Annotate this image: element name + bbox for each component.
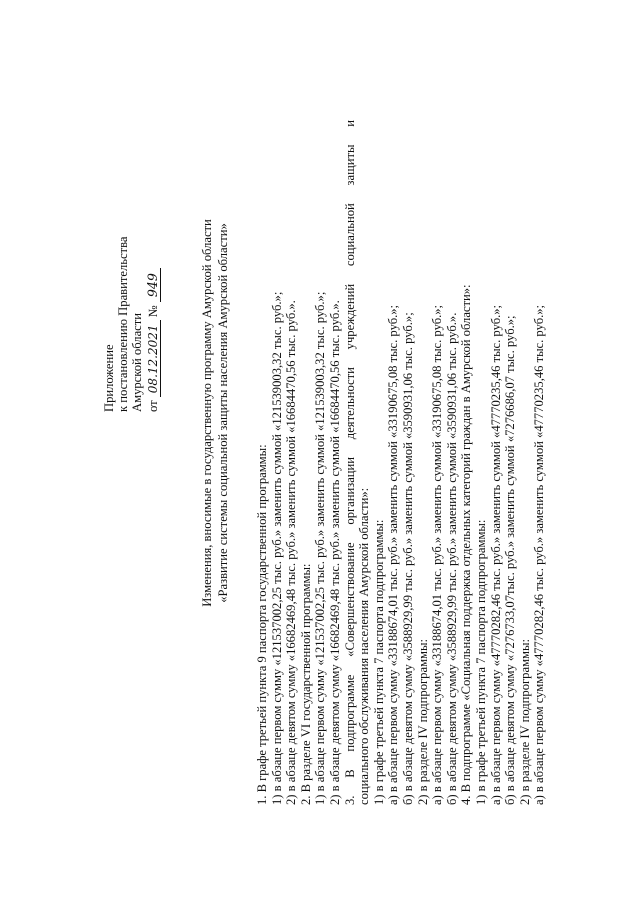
item-3-word: подпрограмме: [342, 674, 357, 752]
appendix-date-line: [146, 268, 161, 412]
appendix-region: Амурской области: [130, 312, 144, 412]
body-line: а) в абзаце первом сумму «47770282,46 тыс. руб.» заменить суммой «47770235,46 тыс. руб.»;: [488, 304, 503, 805]
body-line: б) в абзаце девятом сумму «7276733,07тыс. руб.» заменить суммой «7276686,07 тыс. руб.»;: [503, 315, 518, 805]
body-line: 1) в графе третьей пункта 7 паспорта подпрограммы:: [474, 519, 488, 805]
body-line: 1) в абзаце первом сумму «121537002,25 тыс. руб.» заменить суммой «121539003,32 тыс. руб.»;: [269, 291, 284, 805]
handwritten-number: 949: [146, 268, 161, 302]
body-line: 2) в разделе IV подпрограммы:: [415, 639, 430, 805]
body-line: 1) в абзаце первом сумму «121537002,25 тыс. руб.» заменить суммой «121539003,32 тыс. руб.»;: [313, 291, 328, 805]
body-line: 2) в разделе IV подпрограммы:: [517, 639, 532, 805]
body-line: а) в абзаце первом сумму «33188674,01 тыс. руб.» заменить суммой «33190675,08 тыс. руб.»;: [386, 304, 401, 805]
body-line: 2) в абзаце девятом сумму «16682469,48 тыс. руб.» заменить суммой «16684470,56 тыс. руб.».: [328, 300, 342, 805]
body-line: а) в абзаце первом сумму «47770282,46 тыс. руб.» заменить суммой «47770235,46 тыс. руб.»;: [532, 304, 547, 805]
item-3-word: «Совершенствование: [342, 542, 357, 657]
body-line: 2) в абзаце девятом сумму «16682469,48 тыс. руб.» заменить суммой «16684470,56 тыс. руб.».: [284, 300, 299, 805]
item-3-word: учреждений: [342, 283, 357, 350]
number-sign: №: [146, 305, 160, 318]
handwritten-date: 08.12.2021: [146, 320, 161, 397]
item-3-word: защиты: [342, 144, 357, 186]
appendix-label: Приложение: [102, 344, 116, 412]
body-line: 4. В подпрограмме «Социальная поддержка отдельных категорий граждан в Амурской области»:: [459, 284, 474, 805]
body-line: б) в абзаце девятом сумму «3588929,99 тыс. руб.» заменить суммой «3590931,06 тыс. руб.».: [444, 312, 459, 805]
item-3-word: деятельности: [342, 367, 357, 440]
body-line: социального обслуживания населения Амурской области»:: [357, 487, 372, 805]
body-line: 1. В графе третьей пункта 9 паспорта государственной программы:: [255, 444, 269, 805]
item-3-word: В: [342, 769, 357, 778]
item-3-word: и: [342, 120, 357, 127]
document-title-line-1: Изменения, вносимые в государственную программу Амурской области: [200, 219, 214, 607]
appendix-resolution: к постановлению Правительства: [116, 236, 130, 412]
body-line: а) в абзаце первом сумму «33188674,01 тыс. руб.» заменить суммой «33190675,08 тыс. руб.»;: [430, 304, 445, 805]
item-3-word: 3.: [342, 795, 357, 805]
body-line: 2. В разделе VI государственной программы:: [298, 563, 313, 805]
body-line-item-3: [343, 120, 357, 805]
document-title-line-2: «Развитие системы социальной защиты населения Амурской области»: [216, 223, 230, 603]
item-3-word: социальной: [342, 203, 357, 267]
body-line: 1) в графе третьей пункта 7 паспорта подпрограммы:: [371, 519, 386, 805]
item-3-word: организации: [342, 456, 357, 525]
date-prefix: от: [146, 400, 160, 412]
body-line: б) в абзаце девятом сумму «3588929,99 тыс. руб.» заменить суммой «3590931,06 тыс. руб.»;: [401, 312, 415, 805]
